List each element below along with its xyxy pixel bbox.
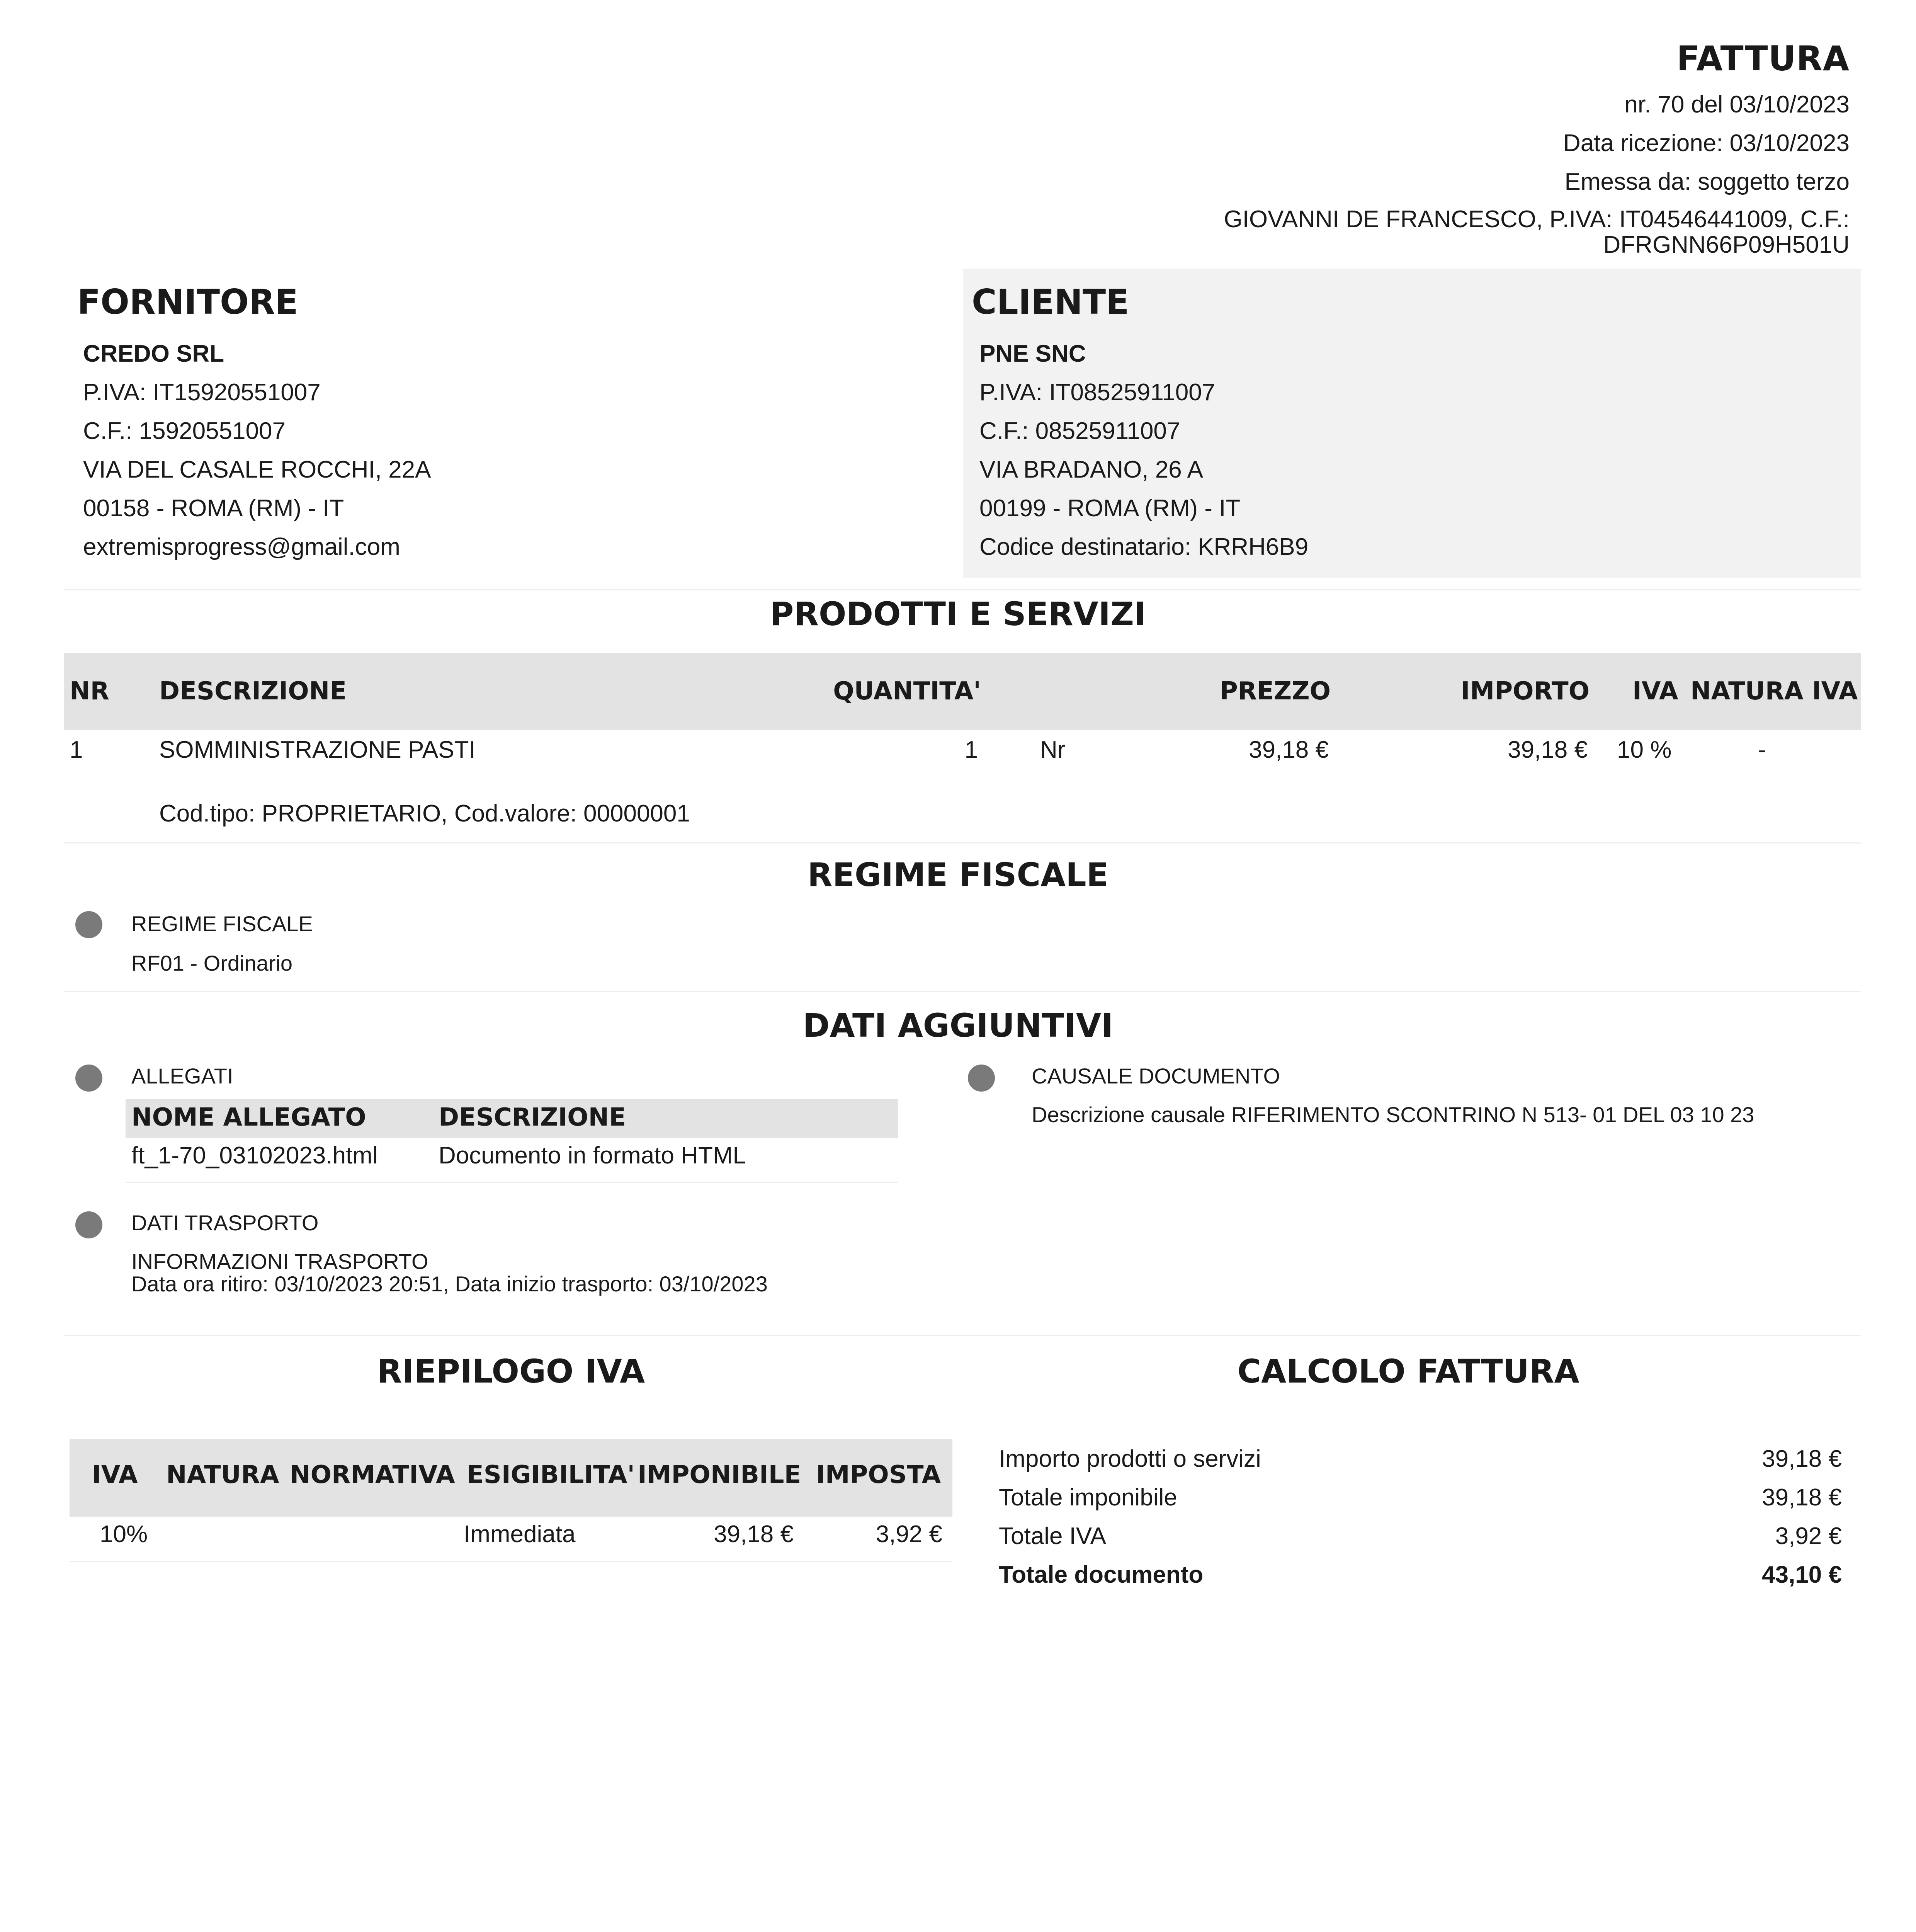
supplier-name: CREDO SRL — [83, 340, 224, 367]
issued-by: Emessa da: soggetto terzo — [1564, 168, 1850, 195]
col-nature: NATURA — [166, 1461, 279, 1489]
client-title: CLIENTE — [972, 282, 1129, 322]
bullet-icon — [968, 1065, 995, 1092]
issuer-info — [1077, 207, 1850, 258]
invoice-number-date: nr. 70 del 03/10/2023 — [1624, 91, 1850, 118]
attachment-description: Documento in formato HTML — [439, 1142, 746, 1169]
transport-info-value: Data ora ritiro: 03/10/2023 20:51, Data inizio trasporto: 03/10/2023 — [131, 1272, 768, 1296]
document-title: FATTURA — [1676, 39, 1850, 78]
supplier-cf: C.F.: 15920551007 — [83, 418, 286, 444]
tax-regime-label: REGIME FISCALE — [131, 912, 313, 936]
calc-label-products: Importo prodotti o servizi — [999, 1446, 1261, 1472]
transport-label: DATI TRASPORTO — [131, 1211, 319, 1235]
calc-value-taxable: 39,18 € — [1762, 1484, 1842, 1511]
tax-regime-value: RF01 - Ordinario — [131, 951, 293, 975]
row-unit: Nr — [1040, 736, 1066, 763]
col-vat: IVA — [1632, 677, 1678, 706]
divider — [126, 1182, 898, 1183]
client-cf: C.F.: 08525911007 — [979, 418, 1180, 444]
issuer-line-2: DFRGNN66P09H501U — [1603, 231, 1850, 258]
row-vat-nature: - — [1758, 736, 1766, 763]
bullet-icon — [75, 1211, 102, 1238]
vat-summary-title: RIEPILOGO IVA — [377, 1352, 645, 1390]
client-piva: P.IVA: IT08525911007 — [979, 379, 1216, 406]
reception-date: Data ricezione: 03/10/2023 — [1563, 130, 1850, 156]
bullet-icon — [75, 1065, 102, 1092]
col-nr: NR — [70, 677, 109, 706]
divider — [64, 842, 1861, 844]
row-nr: 1 — [70, 736, 83, 763]
bullet-icon — [75, 911, 102, 938]
calc-value-vat: 3,92 € — [1775, 1523, 1842, 1549]
row-code: Cod.tipo: PROPRIETARIO, Cod.valore: 00000001 — [159, 800, 690, 827]
calc-value-total: 43,10 € — [1762, 1561, 1842, 1588]
col-attachment-name: NOME ALLEGATO — [131, 1103, 366, 1132]
col-description: DESCRIZIONE — [159, 677, 347, 706]
divider — [64, 991, 1861, 992]
attachments-label: ALLEGATI — [131, 1064, 233, 1088]
calc-value-products: 39,18 € — [1762, 1446, 1842, 1472]
additional-data-title: DATI AGGIUNTIVI — [802, 1007, 1114, 1044]
tax-regime-title: REGIME FISCALE — [807, 856, 1109, 894]
vat-row-tax: 3,92 € — [876, 1521, 942, 1548]
client-city: 00199 - ROMA (RM) - IT — [979, 495, 1241, 522]
divider — [64, 589, 1861, 590]
causale-value: Descrizione causale RIFERIMENTO SCONTRINO N 513- 01 DEL 03 10 23 — [1032, 1102, 1754, 1127]
calc-label-vat: Totale IVA — [999, 1523, 1107, 1549]
col-taxable: IMPONIBILE — [638, 1461, 801, 1489]
vat-row-rate: 10% — [100, 1521, 148, 1548]
supplier-city: 00158 - ROMA (RM) - IT — [83, 495, 344, 522]
calc-label-taxable: Totale imponibile — [999, 1484, 1177, 1511]
client-name: PNE SNC — [979, 340, 1086, 367]
col-amount: IMPORTO — [1460, 677, 1590, 706]
attachment-name[interactable]: ft_1-70_03102023.html — [131, 1142, 378, 1169]
client-address: VIA BRADANO, 26 A — [979, 456, 1203, 483]
issuer-line-1: GIOVANNI DE FRANCESCO, P.IVA: IT04546441009, C.F.: — [1224, 206, 1850, 233]
vat-row-eligibility: Immediata — [464, 1521, 576, 1548]
products-title: PRODOTTI E SERVIZI — [770, 595, 1146, 633]
col-eligibility: ESIGIBILITA' — [467, 1461, 635, 1489]
col-tax: IMPOSTA — [816, 1461, 941, 1489]
col-price: PREZZO — [1219, 677, 1331, 706]
supplier-piva: P.IVA: IT15920551007 — [83, 379, 321, 406]
supplier-email: extremisprogress@gmail.com — [83, 534, 400, 560]
col-vat: IVA — [92, 1461, 138, 1489]
row-price: 39,18 € — [1249, 736, 1329, 763]
col-vat-nature: NATURA IVA — [1690, 677, 1858, 706]
invoice-calc-title: CALCOLO FATTURA — [1237, 1352, 1579, 1390]
row-quantity: 1 — [964, 736, 978, 763]
col-quantity: QUANTITA' — [833, 677, 981, 706]
calc-label-total: Totale documento — [999, 1561, 1204, 1588]
row-vat: 10 % — [1617, 736, 1672, 763]
transport-info-label: INFORMAZIONI TRASPORTO — [131, 1249, 428, 1274]
row-amount: 39,18 € — [1508, 736, 1588, 763]
supplier-title: FORNITORE — [77, 282, 298, 322]
client-recipient-code: Codice destinatario: KRRH6B9 — [979, 534, 1309, 560]
col-attachment-description: DESCRIZIONE — [439, 1103, 626, 1132]
divider — [70, 1561, 952, 1562]
col-norm: NORMATIVA — [290, 1461, 455, 1489]
row-description: SOMMINISTRAZIONE PASTI — [159, 736, 476, 763]
vat-row-taxable: 39,18 € — [714, 1521, 794, 1548]
supplier-address: VIA DEL CASALE ROCCHI, 22A — [83, 456, 431, 483]
divider — [64, 1335, 1861, 1336]
causale-label: CAUSALE DOCUMENTO — [1032, 1064, 1280, 1088]
